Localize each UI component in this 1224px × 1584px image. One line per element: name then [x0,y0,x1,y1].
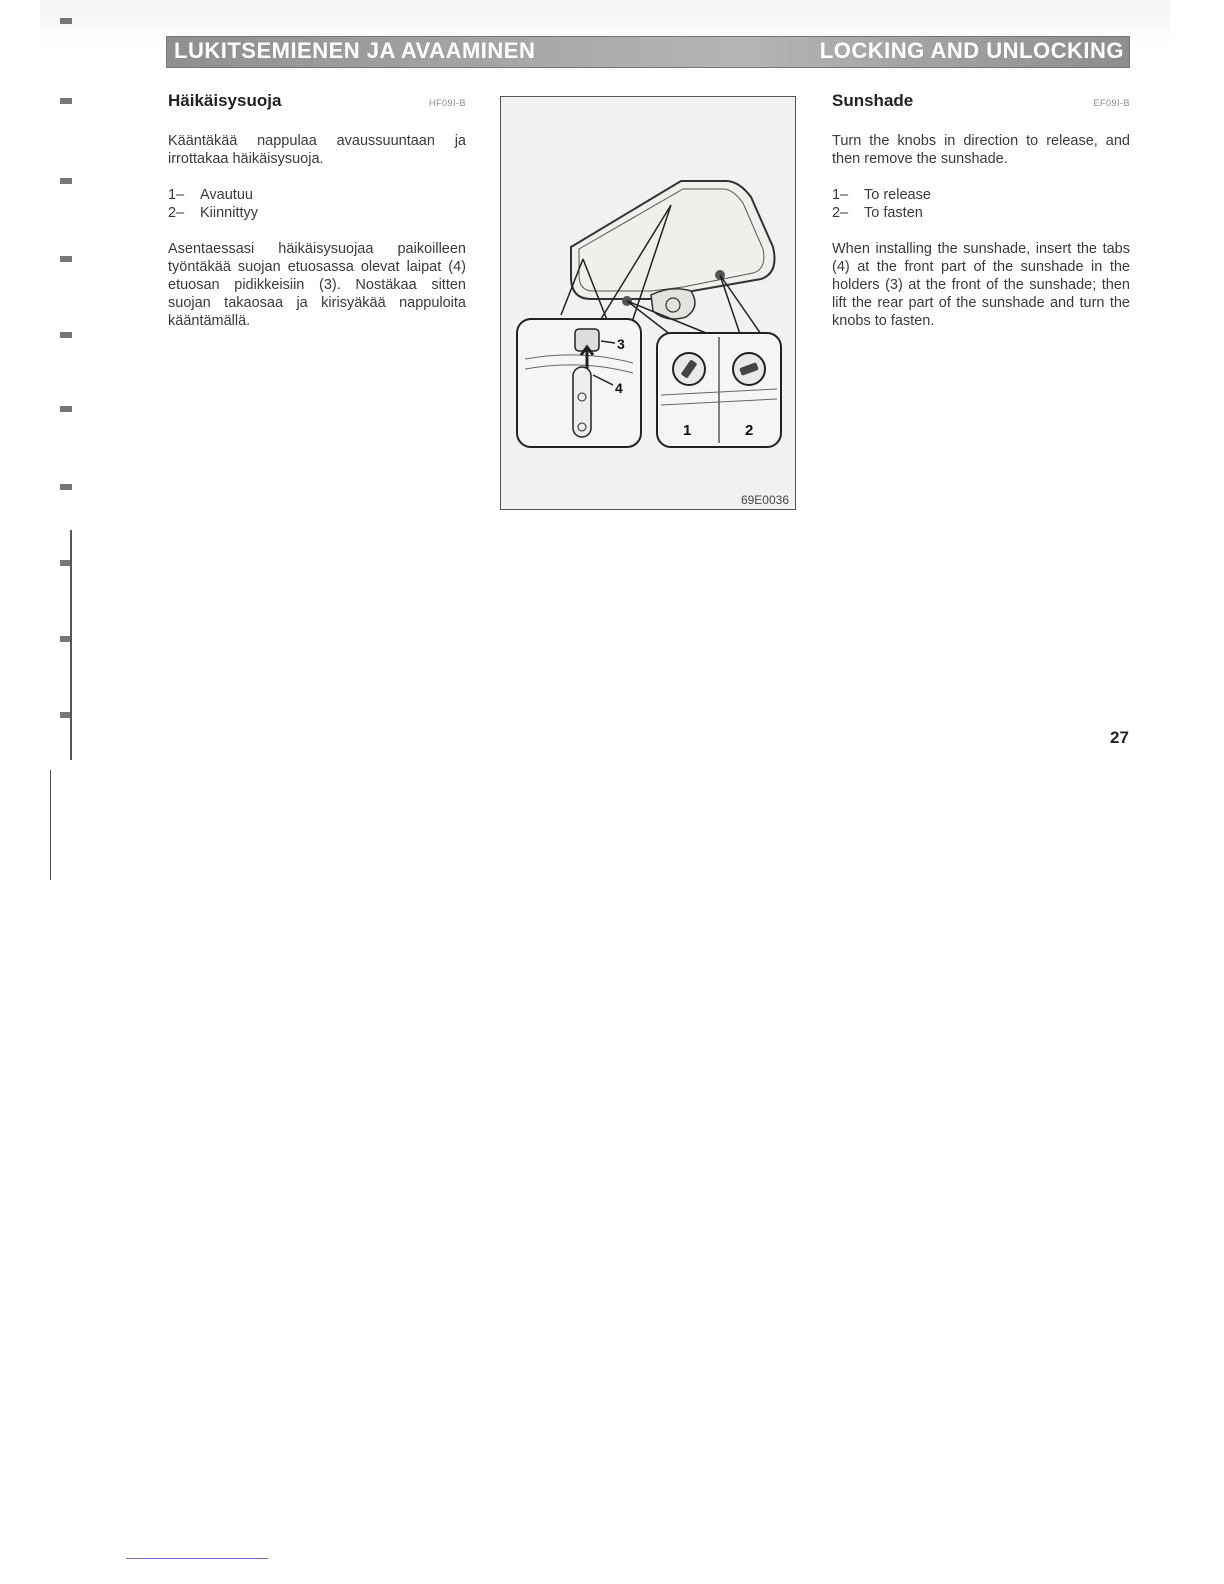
body-paragraph: Asentaessasi häikäisysuojaa paikoilleen työntäkää suojan etuosassa olevat laipat (4) etuosan pidikkeisiin (3). Nostäkaa sitten suojan takaosaa ja kirisyäkää nappuloita kääntämällä. [168,241,466,329]
figure-code: 69E0036 [740,493,789,507]
intro-paragraph: Kääntäkää nappulaa avaussuuntaan ja irrottakaa häikäisysuoja. [168,133,466,167]
list-item: 2– Kiinnittyy [168,205,259,221]
english-column [832,92,1130,348]
finnish-column [168,92,466,348]
list-item: 1– To release [832,187,931,203]
header-title-finnish: LUKITSEMIENEN JA AVAAMINEN [174,38,536,63]
step-list [832,186,1130,222]
list-item: 1– Avautuu [168,187,253,203]
english-section-heading [832,92,1130,112]
callout-4: 4 [615,380,623,396]
callout-3: 3 [617,336,625,352]
sunshade-illustration [500,96,796,510]
section-code: EF09I-B [1093,98,1130,108]
header-title-english: LOCKING AND UNLOCKING [819,38,1124,63]
section-title: Häikäisysuoja [168,91,282,110]
body-paragraph: When installing the sunshade, insert the tabs (4) at the front part of the sunshade in the holders (3) at the front of the sunshade; then lift the rear part of the sunshade and turn the knobs to fasten. [832,241,1130,329]
section-title: Sunshade [832,91,914,110]
page-number: 27 [1110,728,1129,747]
footer-rule [126,1558,268,1559]
section-code: HF09I-B [428,98,466,108]
binding-marks [40,0,100,920]
callout-2: 2 [745,422,754,439]
intro-paragraph: Turn the knobs in direction to release, and then remove the sunshade. [832,133,1130,167]
sunshade-diagram [501,97,795,509]
list-item: 2– To fasten [832,205,923,221]
finnish-section-heading [168,92,466,112]
callout-1: 1 [683,422,692,439]
step-list [168,186,466,222]
